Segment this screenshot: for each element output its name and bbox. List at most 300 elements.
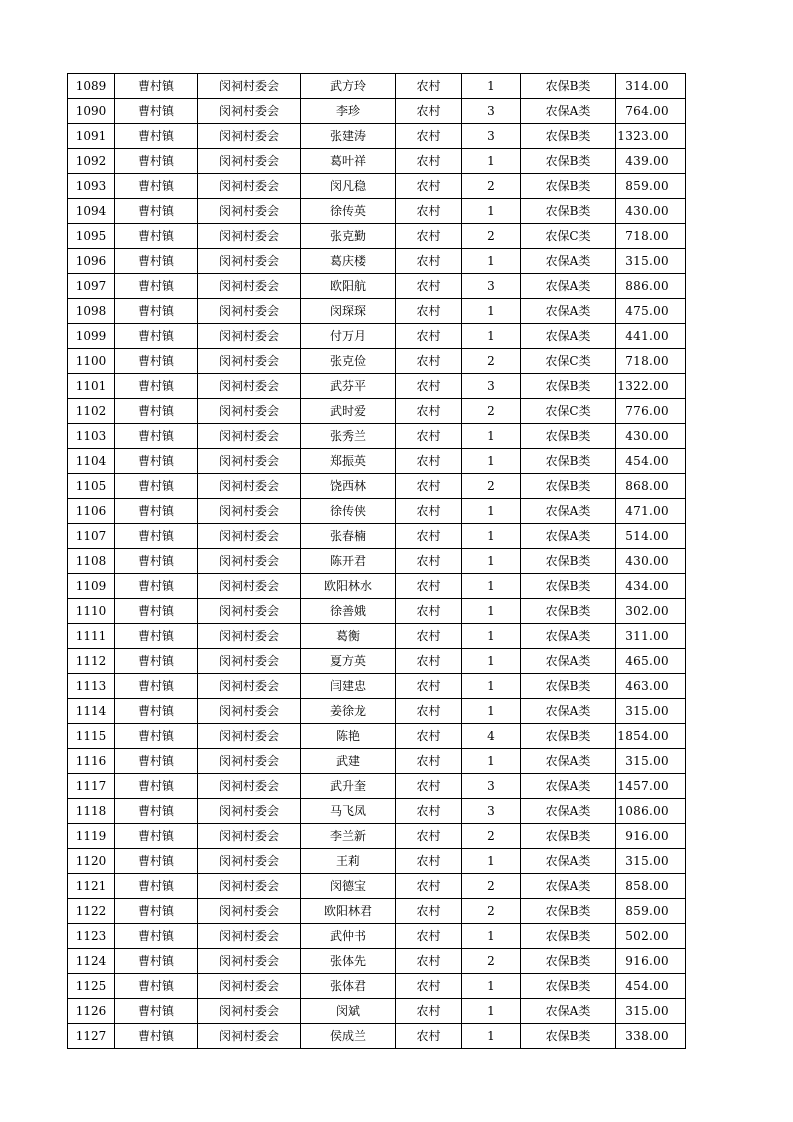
cell-household-type: 农村 xyxy=(396,924,462,949)
cell-amount: 434.00 xyxy=(616,574,686,599)
cell-serial-number: 1124 xyxy=(68,949,115,974)
cell-insurance-category: 农保A类 xyxy=(521,249,616,274)
cell-serial-number: 1126 xyxy=(68,999,115,1024)
cell-household-type: 农村 xyxy=(396,424,462,449)
table-row xyxy=(68,449,686,474)
cell-amount: 315.00 xyxy=(616,849,686,874)
cell-insurance-category: 农保A类 xyxy=(521,624,616,649)
cell-household-type: 农村 xyxy=(396,824,462,849)
table-row xyxy=(68,224,686,249)
cell-insurance-category: 农保C类 xyxy=(521,224,616,249)
cell-village-committee: 闵祠村委会 xyxy=(198,349,301,374)
cell-village-committee: 闵祠村委会 xyxy=(198,624,301,649)
cell-serial-number: 1119 xyxy=(68,824,115,849)
table-row xyxy=(68,849,686,874)
cell-serial-number: 1092 xyxy=(68,149,115,174)
cell-village-committee: 闵祠村委会 xyxy=(198,399,301,424)
cell-member-count: 2 xyxy=(462,824,521,849)
table-row xyxy=(68,399,686,424)
cell-person-name: 陈开君 xyxy=(301,549,396,574)
cell-household-type: 农村 xyxy=(396,574,462,599)
cell-person-name: 张体君 xyxy=(301,974,396,999)
table-row xyxy=(68,724,686,749)
cell-insurance-category: 农保B类 xyxy=(521,424,616,449)
cell-amount: 463.00 xyxy=(616,674,686,699)
cell-household-type: 农村 xyxy=(396,674,462,699)
cell-village-committee: 闵祠村委会 xyxy=(198,874,301,899)
cell-amount: 718.00 xyxy=(616,224,686,249)
cell-person-name: 武芬平 xyxy=(301,374,396,399)
table-row xyxy=(68,774,686,799)
cell-insurance-category: 农保A类 xyxy=(521,774,616,799)
table-row xyxy=(68,974,686,999)
cell-insurance-category: 农保A类 xyxy=(521,324,616,349)
cell-member-count: 1 xyxy=(462,524,521,549)
cell-amount: 916.00 xyxy=(616,949,686,974)
cell-person-name: 张秀兰 xyxy=(301,424,396,449)
table-row xyxy=(68,924,686,949)
cell-member-count: 1 xyxy=(462,849,521,874)
cell-serial-number: 1116 xyxy=(68,749,115,774)
cell-member-count: 1 xyxy=(462,449,521,474)
table-row xyxy=(68,624,686,649)
cell-insurance-category: 农保B类 xyxy=(521,374,616,399)
cell-person-name: 徐传侠 xyxy=(301,499,396,524)
cell-person-name: 张克勤 xyxy=(301,224,396,249)
table-row xyxy=(68,649,686,674)
cell-village-committee: 闵祠村委会 xyxy=(198,499,301,524)
cell-town: 曹村镇 xyxy=(115,574,198,599)
cell-household-type: 农村 xyxy=(396,899,462,924)
cell-town: 曹村镇 xyxy=(115,449,198,474)
cell-serial-number: 1112 xyxy=(68,649,115,674)
cell-insurance-category: 农保C类 xyxy=(521,399,616,424)
cell-serial-number: 1089 xyxy=(68,74,115,99)
cell-insurance-category: 农保A类 xyxy=(521,524,616,549)
cell-town: 曹村镇 xyxy=(115,649,198,674)
cell-serial-number: 1117 xyxy=(68,774,115,799)
cell-serial-number: 1127 xyxy=(68,1024,115,1049)
cell-member-count: 2 xyxy=(462,174,521,199)
cell-person-name: 马飞凤 xyxy=(301,799,396,824)
cell-person-name: 武时爱 xyxy=(301,399,396,424)
cell-household-type: 农村 xyxy=(396,649,462,674)
cell-member-count: 1 xyxy=(462,999,521,1024)
cell-village-committee: 闵祠村委会 xyxy=(198,74,301,99)
cell-member-count: 2 xyxy=(462,349,521,374)
table-row xyxy=(68,124,686,149)
cell-member-count: 1 xyxy=(462,624,521,649)
cell-town: 曹村镇 xyxy=(115,124,198,149)
cell-insurance-category: 农保B类 xyxy=(521,149,616,174)
cell-person-name: 姜徐龙 xyxy=(301,699,396,724)
cell-village-committee: 闵祠村委会 xyxy=(198,324,301,349)
cell-person-name: 徐善娥 xyxy=(301,599,396,624)
cell-serial-number: 1114 xyxy=(68,699,115,724)
table-row xyxy=(68,1024,686,1049)
cell-village-committee: 闵祠村委会 xyxy=(198,274,301,299)
cell-household-type: 农村 xyxy=(396,349,462,374)
cell-household-type: 农村 xyxy=(396,749,462,774)
cell-serial-number: 1118 xyxy=(68,799,115,824)
cell-member-count: 1 xyxy=(462,674,521,699)
cell-amount: 311.00 xyxy=(616,624,686,649)
cell-insurance-category: 农保A类 xyxy=(521,999,616,1024)
cell-amount: 764.00 xyxy=(616,99,686,124)
cell-amount: 502.00 xyxy=(616,924,686,949)
cell-village-committee: 闵祠村委会 xyxy=(198,449,301,474)
cell-insurance-category: 农保A类 xyxy=(521,274,616,299)
cell-village-committee: 闵祠村委会 xyxy=(198,699,301,724)
cell-town: 曹村镇 xyxy=(115,849,198,874)
cell-household-type: 农村 xyxy=(396,499,462,524)
cell-member-count: 1 xyxy=(462,199,521,224)
cell-serial-number: 1096 xyxy=(68,249,115,274)
cell-insurance-category: 农保B类 xyxy=(521,724,616,749)
cell-town: 曹村镇 xyxy=(115,549,198,574)
cell-insurance-category: 农保B类 xyxy=(521,1024,616,1049)
table-row xyxy=(68,549,686,574)
cell-town: 曹村镇 xyxy=(115,999,198,1024)
table-row xyxy=(68,149,686,174)
cell-serial-number: 1123 xyxy=(68,924,115,949)
cell-amount: 314.00 xyxy=(616,74,686,99)
cell-village-committee: 闵祠村委会 xyxy=(198,374,301,399)
cell-village-committee: 闵祠村委会 xyxy=(198,674,301,699)
cell-amount: 338.00 xyxy=(616,1024,686,1049)
cell-village-committee: 闵祠村委会 xyxy=(198,824,301,849)
cell-serial-number: 1121 xyxy=(68,874,115,899)
cell-member-count: 2 xyxy=(462,949,521,974)
cell-town: 曹村镇 xyxy=(115,249,198,274)
cell-town: 曹村镇 xyxy=(115,374,198,399)
cell-village-committee: 闵祠村委会 xyxy=(198,649,301,674)
cell-town: 曹村镇 xyxy=(115,749,198,774)
cell-person-name: 武升奎 xyxy=(301,774,396,799)
cell-household-type: 农村 xyxy=(396,799,462,824)
cell-amount: 430.00 xyxy=(616,549,686,574)
cell-person-name: 郑振英 xyxy=(301,449,396,474)
cell-household-type: 农村 xyxy=(396,74,462,99)
cell-insurance-category: 农保B类 xyxy=(521,674,616,699)
cell-serial-number: 1102 xyxy=(68,399,115,424)
cell-insurance-category: 农保A类 xyxy=(521,849,616,874)
cell-insurance-category: 农保B类 xyxy=(521,949,616,974)
cell-town: 曹村镇 xyxy=(115,899,198,924)
table-row xyxy=(68,699,686,724)
cell-serial-number: 1106 xyxy=(68,499,115,524)
cell-person-name: 闵德宝 xyxy=(301,874,396,899)
cell-amount: 1323.00 xyxy=(616,124,686,149)
cell-serial-number: 1090 xyxy=(68,99,115,124)
cell-town: 曹村镇 xyxy=(115,799,198,824)
cell-town: 曹村镇 xyxy=(115,299,198,324)
cell-household-type: 农村 xyxy=(396,449,462,474)
cell-amount: 475.00 xyxy=(616,299,686,324)
table-row xyxy=(68,199,686,224)
cell-member-count: 1 xyxy=(462,649,521,674)
cell-insurance-category: 农保C类 xyxy=(521,349,616,374)
table-row xyxy=(68,999,686,1024)
cell-household-type: 农村 xyxy=(396,249,462,274)
cell-person-name: 欧阳林水 xyxy=(301,574,396,599)
cell-town: 曹村镇 xyxy=(115,624,198,649)
cell-town: 曹村镇 xyxy=(115,199,198,224)
cell-village-committee: 闵祠村委会 xyxy=(198,174,301,199)
cell-member-count: 1 xyxy=(462,499,521,524)
table-row xyxy=(68,499,686,524)
cell-household-type: 农村 xyxy=(396,974,462,999)
cell-serial-number: 1122 xyxy=(68,899,115,924)
cell-village-committee: 闵祠村委会 xyxy=(198,99,301,124)
cell-town: 曹村镇 xyxy=(115,499,198,524)
cell-person-name: 徐传英 xyxy=(301,199,396,224)
cell-person-name: 葛衡 xyxy=(301,624,396,649)
cell-serial-number: 1125 xyxy=(68,974,115,999)
cell-household-type: 农村 xyxy=(396,849,462,874)
cell-village-committee: 闵祠村委会 xyxy=(198,849,301,874)
cell-serial-number: 1104 xyxy=(68,449,115,474)
cell-town: 曹村镇 xyxy=(115,874,198,899)
cell-member-count: 1 xyxy=(462,699,521,724)
cell-insurance-category: 农保B类 xyxy=(521,924,616,949)
cell-member-count: 1 xyxy=(462,574,521,599)
cell-member-count: 1 xyxy=(462,599,521,624)
cell-town: 曹村镇 xyxy=(115,324,198,349)
cell-town: 曹村镇 xyxy=(115,149,198,174)
cell-insurance-category: 农保B类 xyxy=(521,899,616,924)
cell-serial-number: 1100 xyxy=(68,349,115,374)
cell-insurance-category: 农保A类 xyxy=(521,649,616,674)
table-row xyxy=(68,174,686,199)
cell-amount: 302.00 xyxy=(616,599,686,624)
cell-serial-number: 1093 xyxy=(68,174,115,199)
cell-person-name: 张克俭 xyxy=(301,349,396,374)
cell-town: 曹村镇 xyxy=(115,274,198,299)
cell-village-committee: 闵祠村委会 xyxy=(198,549,301,574)
cell-household-type: 农村 xyxy=(396,724,462,749)
cell-village-committee: 闵祠村委会 xyxy=(198,124,301,149)
cell-household-type: 农村 xyxy=(396,474,462,499)
table-row xyxy=(68,274,686,299)
cell-person-name: 王莉 xyxy=(301,849,396,874)
cell-person-name: 饶西林 xyxy=(301,474,396,499)
cell-amount: 454.00 xyxy=(616,974,686,999)
cell-amount: 859.00 xyxy=(616,899,686,924)
cell-household-type: 农村 xyxy=(396,199,462,224)
cell-town: 曹村镇 xyxy=(115,174,198,199)
cell-member-count: 1 xyxy=(462,299,521,324)
table-row xyxy=(68,799,686,824)
cell-serial-number: 1097 xyxy=(68,274,115,299)
table-row xyxy=(68,474,686,499)
cell-serial-number: 1110 xyxy=(68,599,115,624)
table-row xyxy=(68,99,686,124)
cell-village-committee: 闵祠村委会 xyxy=(198,199,301,224)
table-row xyxy=(68,524,686,549)
cell-household-type: 农村 xyxy=(396,149,462,174)
cell-village-committee: 闵祠村委会 xyxy=(198,999,301,1024)
cell-town: 曹村镇 xyxy=(115,824,198,849)
table-row xyxy=(68,374,686,399)
cell-person-name: 欧阳林君 xyxy=(301,899,396,924)
table-row xyxy=(68,899,686,924)
cell-person-name: 张体先 xyxy=(301,949,396,974)
cell-town: 曹村镇 xyxy=(115,599,198,624)
table-row xyxy=(68,324,686,349)
cell-town: 曹村镇 xyxy=(115,74,198,99)
cell-village-committee: 闵祠村委会 xyxy=(198,224,301,249)
cell-household-type: 农村 xyxy=(396,599,462,624)
cell-town: 曹村镇 xyxy=(115,399,198,424)
cell-household-type: 农村 xyxy=(396,174,462,199)
cell-person-name: 李珍 xyxy=(301,99,396,124)
cell-amount: 441.00 xyxy=(616,324,686,349)
cell-insurance-category: 农保B类 xyxy=(521,174,616,199)
cell-member-count: 4 xyxy=(462,724,521,749)
cell-amount: 471.00 xyxy=(616,499,686,524)
cell-member-count: 2 xyxy=(462,399,521,424)
cell-town: 曹村镇 xyxy=(115,524,198,549)
cell-household-type: 农村 xyxy=(396,624,462,649)
cell-household-type: 农村 xyxy=(396,549,462,574)
cell-member-count: 1 xyxy=(462,749,521,774)
cell-amount: 430.00 xyxy=(616,424,686,449)
cell-insurance-category: 农保B类 xyxy=(521,74,616,99)
table-row xyxy=(68,824,686,849)
table-row xyxy=(68,249,686,274)
table-row xyxy=(68,424,686,449)
table-row xyxy=(68,349,686,374)
records-table-body xyxy=(68,74,686,1049)
cell-village-committee: 闵祠村委会 xyxy=(198,149,301,174)
cell-town: 曹村镇 xyxy=(115,99,198,124)
cell-town: 曹村镇 xyxy=(115,224,198,249)
table-row xyxy=(68,874,686,899)
cell-insurance-category: 农保A类 xyxy=(521,699,616,724)
cell-serial-number: 1111 xyxy=(68,624,115,649)
cell-person-name: 武仲书 xyxy=(301,924,396,949)
cell-household-type: 农村 xyxy=(396,999,462,1024)
cell-household-type: 农村 xyxy=(396,324,462,349)
cell-town: 曹村镇 xyxy=(115,349,198,374)
cell-household-type: 农村 xyxy=(396,374,462,399)
cell-insurance-category: 农保B类 xyxy=(521,474,616,499)
cell-amount: 439.00 xyxy=(616,149,686,174)
cell-amount: 1086.00 xyxy=(616,799,686,824)
cell-person-name: 葛叶祥 xyxy=(301,149,396,174)
cell-town: 曹村镇 xyxy=(115,724,198,749)
cell-amount: 1322.00 xyxy=(616,374,686,399)
cell-serial-number: 1113 xyxy=(68,674,115,699)
cell-person-name: 夏方英 xyxy=(301,649,396,674)
cell-village-committee: 闵祠村委会 xyxy=(198,974,301,999)
cell-insurance-category: 农保B类 xyxy=(521,199,616,224)
cell-member-count: 1 xyxy=(462,924,521,949)
cell-member-count: 1 xyxy=(462,424,521,449)
table-row xyxy=(68,949,686,974)
table-row xyxy=(68,574,686,599)
cell-village-committee: 闵祠村委会 xyxy=(198,749,301,774)
cell-member-count: 2 xyxy=(462,899,521,924)
cell-member-count: 2 xyxy=(462,224,521,249)
cell-member-count: 2 xyxy=(462,874,521,899)
cell-village-committee: 闵祠村委会 xyxy=(198,1024,301,1049)
cell-household-type: 农村 xyxy=(396,774,462,799)
cell-insurance-category: 农保A类 xyxy=(521,99,616,124)
cell-household-type: 农村 xyxy=(396,99,462,124)
cell-household-type: 农村 xyxy=(396,699,462,724)
cell-village-committee: 闵祠村委会 xyxy=(198,899,301,924)
cell-village-committee: 闵祠村委会 xyxy=(198,524,301,549)
cell-town: 曹村镇 xyxy=(115,474,198,499)
cell-person-name: 武建 xyxy=(301,749,396,774)
cell-amount: 315.00 xyxy=(616,749,686,774)
cell-insurance-category: 农保A类 xyxy=(521,874,616,899)
table-row xyxy=(68,599,686,624)
cell-insurance-category: 农保B类 xyxy=(521,974,616,999)
table-row xyxy=(68,299,686,324)
cell-amount: 454.00 xyxy=(616,449,686,474)
cell-village-committee: 闵祠村委会 xyxy=(198,299,301,324)
cell-village-committee: 闵祠村委会 xyxy=(198,724,301,749)
cell-village-committee: 闵祠村委会 xyxy=(198,249,301,274)
cell-household-type: 农村 xyxy=(396,399,462,424)
cell-amount: 718.00 xyxy=(616,349,686,374)
cell-serial-number: 1109 xyxy=(68,574,115,599)
cell-member-count: 3 xyxy=(462,774,521,799)
cell-person-name: 闵琛琛 xyxy=(301,299,396,324)
cell-serial-number: 1098 xyxy=(68,299,115,324)
cell-insurance-category: 农保A类 xyxy=(521,799,616,824)
cell-village-committee: 闵祠村委会 xyxy=(198,599,301,624)
cell-town: 曹村镇 xyxy=(115,674,198,699)
cell-village-committee: 闵祠村委会 xyxy=(198,474,301,499)
cell-person-name: 闵凡稳 xyxy=(301,174,396,199)
table-row xyxy=(68,74,686,99)
cell-insurance-category: 农保B类 xyxy=(521,449,616,474)
cell-town: 曹村镇 xyxy=(115,424,198,449)
cell-amount: 1854.00 xyxy=(616,724,686,749)
cell-serial-number: 1120 xyxy=(68,849,115,874)
cell-insurance-category: 农保B类 xyxy=(521,549,616,574)
cell-town: 曹村镇 xyxy=(115,699,198,724)
cell-village-committee: 闵祠村委会 xyxy=(198,924,301,949)
cell-serial-number: 1105 xyxy=(68,474,115,499)
cell-insurance-category: 农保B类 xyxy=(521,574,616,599)
cell-town: 曹村镇 xyxy=(115,924,198,949)
cell-person-name: 葛庆楼 xyxy=(301,249,396,274)
cell-serial-number: 1099 xyxy=(68,324,115,349)
cell-village-committee: 闵祠村委会 xyxy=(198,799,301,824)
cell-village-committee: 闵祠村委会 xyxy=(198,774,301,799)
table-row xyxy=(68,674,686,699)
cell-person-name: 武方玲 xyxy=(301,74,396,99)
cell-member-count: 3 xyxy=(462,124,521,149)
cell-village-committee: 闵祠村委会 xyxy=(198,574,301,599)
cell-member-count: 3 xyxy=(462,374,521,399)
cell-insurance-category: 农保A类 xyxy=(521,499,616,524)
cell-serial-number: 1103 xyxy=(68,424,115,449)
cell-amount: 315.00 xyxy=(616,249,686,274)
cell-person-name: 欧阳航 xyxy=(301,274,396,299)
cell-member-count: 1 xyxy=(462,249,521,274)
cell-amount: 916.00 xyxy=(616,824,686,849)
cell-town: 曹村镇 xyxy=(115,774,198,799)
cell-member-count: 1 xyxy=(462,549,521,574)
cell-insurance-category: 农保B类 xyxy=(521,824,616,849)
cell-person-name: 闫建忠 xyxy=(301,674,396,699)
